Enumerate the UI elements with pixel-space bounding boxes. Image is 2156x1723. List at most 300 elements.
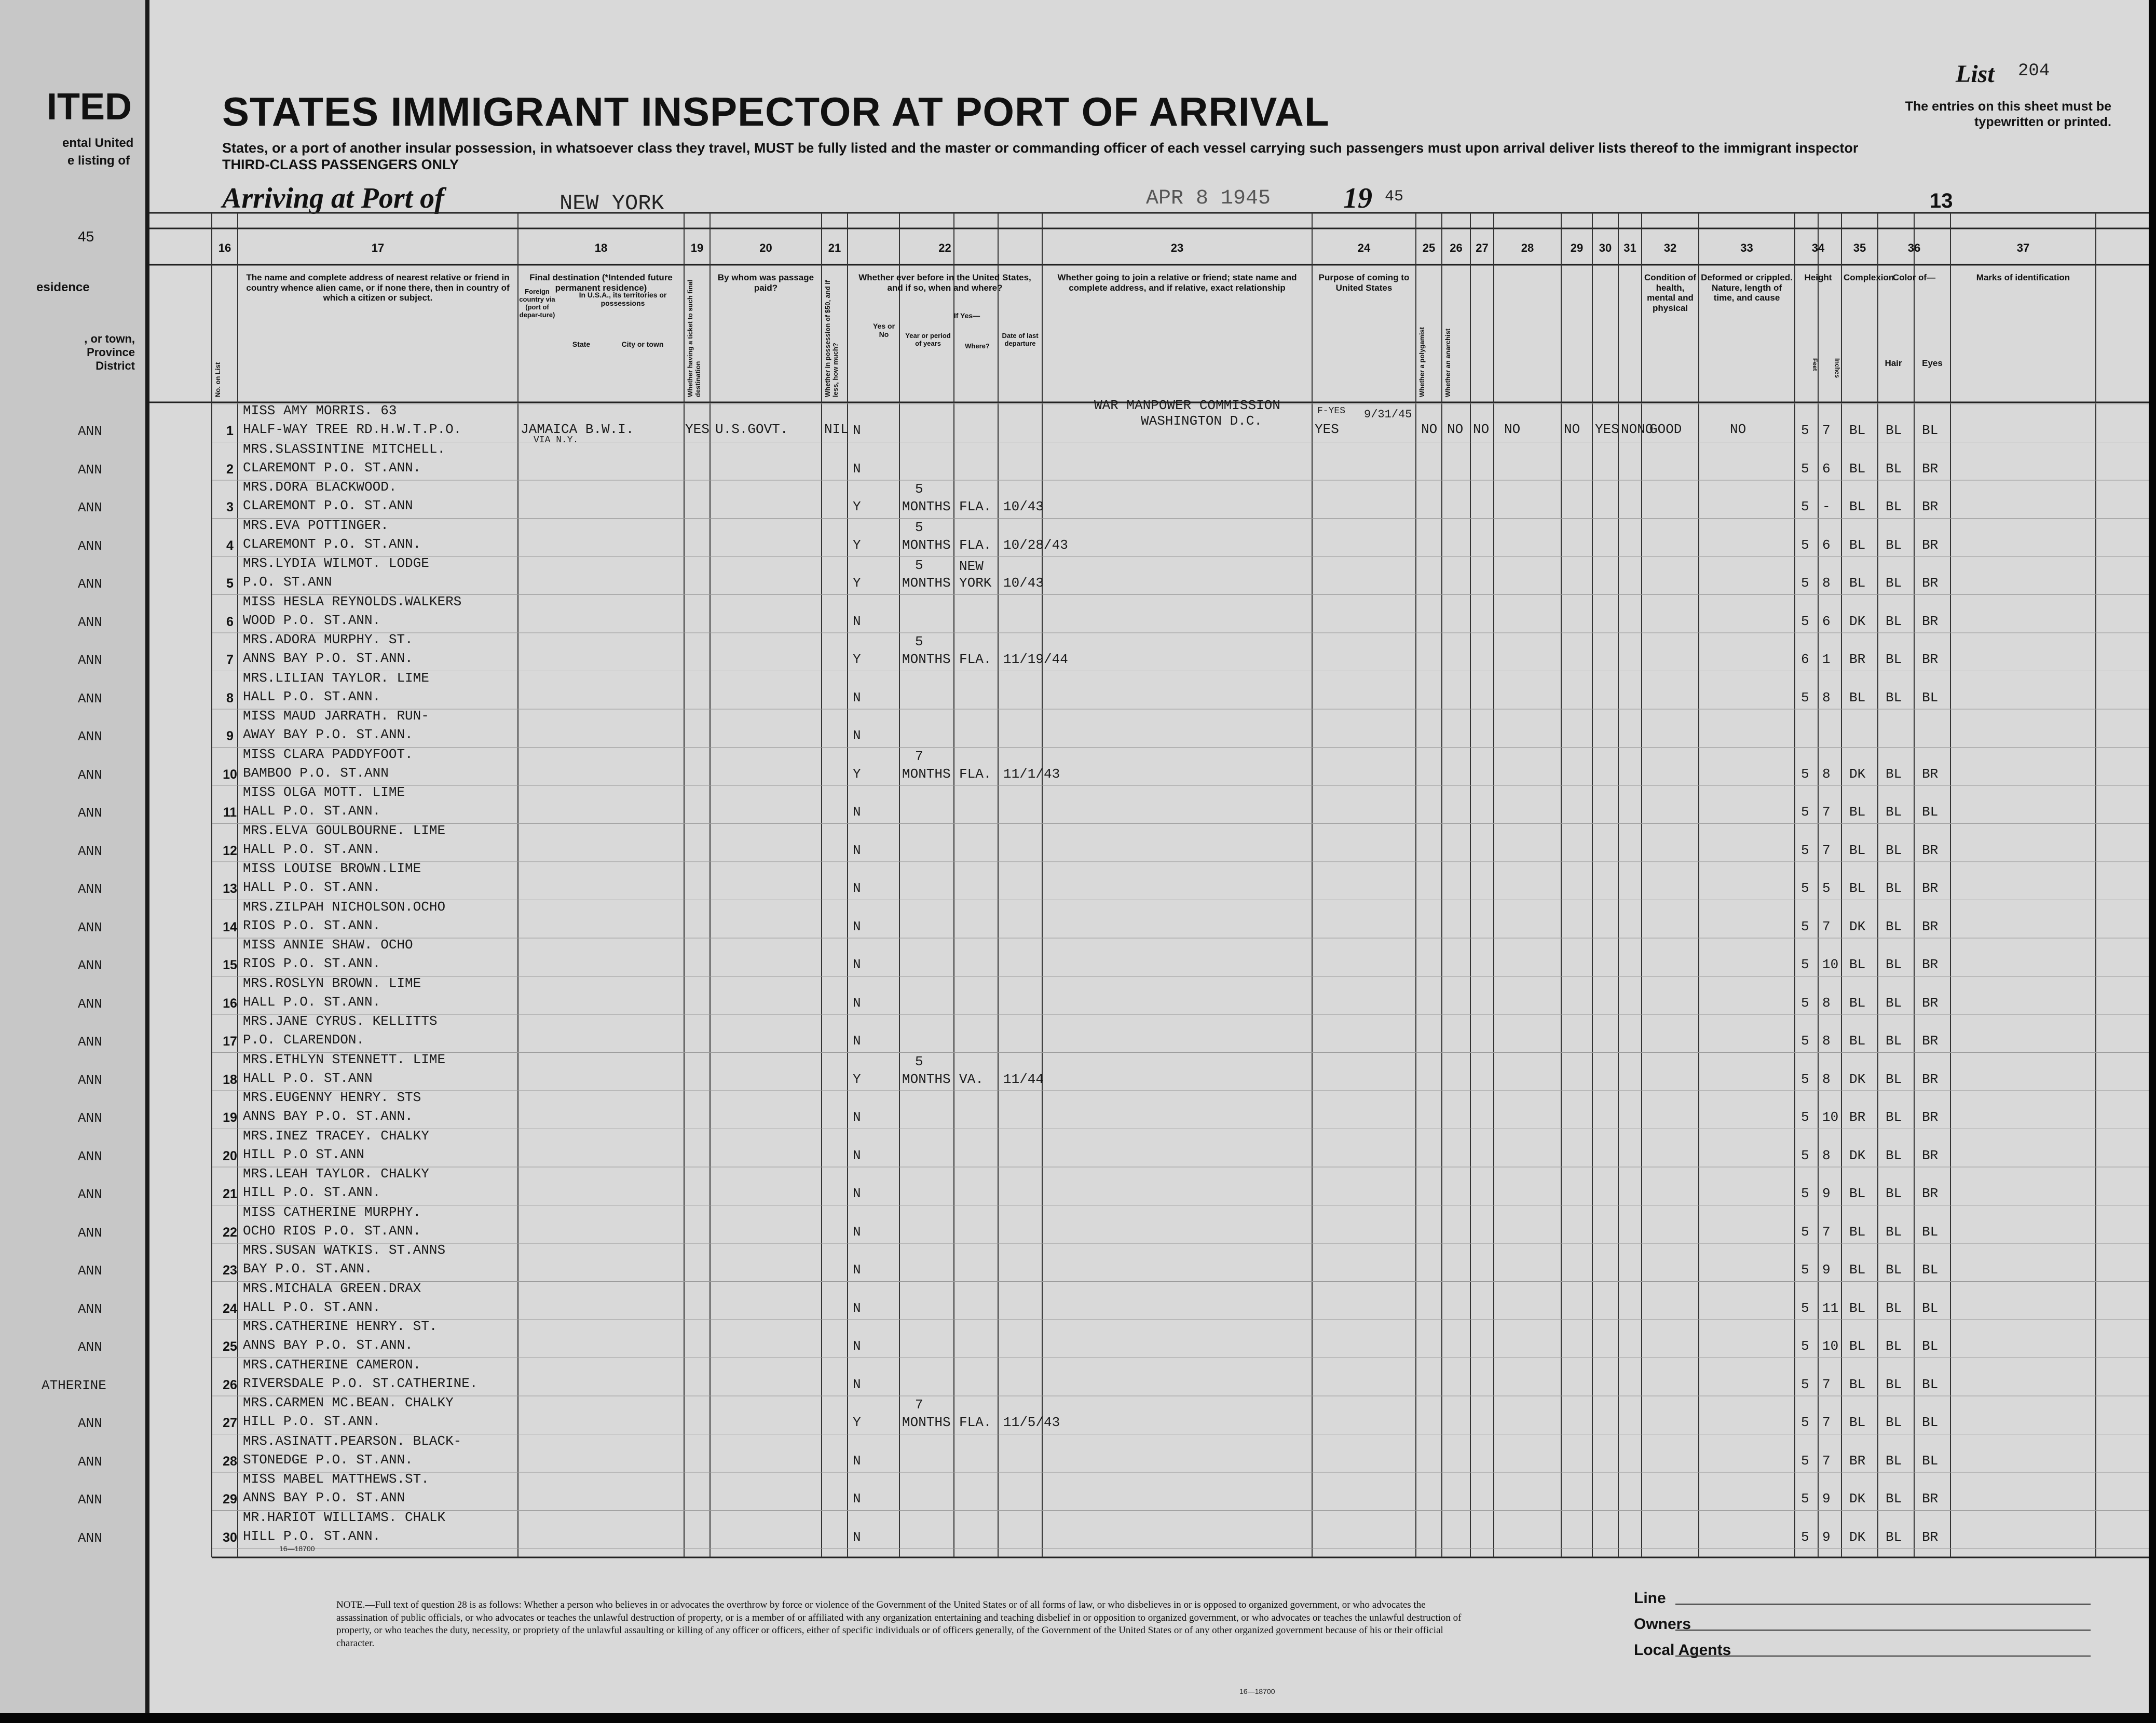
- height-inches: 9: [1822, 1186, 1831, 1201]
- column-number: 31: [1623, 241, 1636, 254]
- relative-address: BAY P.O. ST.ANN.: [243, 1261, 373, 1277]
- hair-color: BL: [1886, 1453, 1902, 1469]
- left-row-value: ANN: [78, 1416, 102, 1431]
- column-header: Color of—: [1892, 273, 1936, 282]
- hair-color: BL: [1886, 423, 1902, 438]
- relative-name: MRS.DORA BLACKWOOD.: [243, 479, 397, 495]
- height-inches: 5: [1822, 880, 1831, 896]
- column-header: Whether ever before in the United States, and if so, when and where?: [858, 273, 1031, 293]
- ticket-value: YES: [685, 422, 709, 437]
- passage-paid-by: U.S.GOVT.: [715, 422, 788, 437]
- row-number: 8: [226, 690, 234, 706]
- left-row-value: ANN: [78, 614, 102, 630]
- last-departure-date: 11/1/43: [1003, 766, 1060, 782]
- complexion-value: BL: [1849, 1186, 1866, 1201]
- height-feet: 6: [1801, 652, 1809, 667]
- eye-color: BR: [1922, 1147, 1939, 1163]
- hair-color: BL: [1886, 880, 1902, 896]
- height-inches: 10: [1822, 1338, 1839, 1354]
- destination-via: VIA N.Y.: [534, 435, 579, 445]
- before-in-us: N: [853, 613, 861, 629]
- subhdr-state: State: [572, 340, 591, 348]
- height-feet: 5: [1801, 1529, 1809, 1545]
- height-feet: 5: [1801, 575, 1809, 591]
- complexion-value: BL: [1849, 842, 1866, 858]
- complexion-value: BL: [1849, 499, 1866, 514]
- date-stamp: APR 8 1945: [1146, 187, 1271, 210]
- column-header: Height: [1804, 273, 1832, 282]
- complexion-value: BL: [1849, 537, 1866, 553]
- height-inches: 8: [1822, 1033, 1831, 1049]
- stay-value: 9/31/45: [1364, 408, 1412, 421]
- column-header: Final destination (*Intended future permanent residence): [529, 273, 673, 293]
- relative-address: STONEDGE P.O. ST.ANN.: [243, 1451, 413, 1468]
- period-unit: MONTHS: [902, 766, 951, 782]
- height-inches: 6: [1822, 460, 1831, 477]
- complexion-value: BL: [1849, 957, 1866, 972]
- hair-color: BL: [1886, 460, 1902, 477]
- hair-color: BL: [1886, 1491, 1902, 1507]
- hair-color: BL: [1886, 842, 1902, 858]
- row-number: 24: [223, 1301, 237, 1316]
- eye-color: BL: [1922, 804, 1939, 820]
- eye-color: BL: [1922, 1262, 1939, 1278]
- hair-color: BL: [1886, 1071, 1902, 1087]
- eye-color: BR: [1922, 499, 1939, 514]
- hair-color: BL: [1886, 689, 1902, 706]
- signature-lines: [1675, 1589, 2101, 1661]
- row-number: 11: [223, 805, 237, 820]
- relative-address: ANNS BAY P.O. ST.ANN: [243, 1490, 405, 1505]
- complexion-value: BR: [1849, 1453, 1866, 1469]
- left-row-value: ANN: [78, 1263, 102, 1279]
- eye-color: BL: [1922, 689, 1939, 706]
- height-feet: 5: [1801, 613, 1809, 629]
- relative-name: MRS.LYDIA WILMOT. LODGE: [243, 555, 429, 571]
- row-number: 19: [223, 1110, 237, 1125]
- previous-place: NEW: [959, 559, 984, 574]
- year-value: 45: [1385, 188, 1404, 206]
- column-header: No. on List: [214, 362, 222, 397]
- left-line1: ental United: [62, 136, 134, 150]
- complexion-value: BL: [1849, 804, 1866, 820]
- eye-color: BR: [1922, 1109, 1939, 1125]
- relative-address: RIVERSDALE P.O. ST.CATHERINE.: [243, 1375, 478, 1391]
- left-row-value: ANN: [78, 767, 102, 783]
- complexion-value: BL: [1849, 575, 1866, 591]
- period-unit: MONTHS: [902, 652, 951, 667]
- left-year: 45: [78, 228, 94, 245]
- left-row-value: ANN: [78, 805, 102, 821]
- height-feet: 5: [1801, 995, 1809, 1011]
- height-inches: 8: [1822, 1147, 1831, 1163]
- before-in-us: N: [853, 1186, 861, 1201]
- column-number: 20: [759, 241, 772, 254]
- relative-address: HILL P.O ST.ANN: [243, 1146, 365, 1162]
- height-feet: 5: [1801, 1147, 1809, 1163]
- complexion-value: DK: [1849, 613, 1866, 629]
- before-in-us: N: [853, 1529, 861, 1545]
- column-number: 32: [1663, 241, 1677, 254]
- col30-value: YES: [1595, 422, 1619, 437]
- row-number: 14: [223, 919, 237, 934]
- relative-name: MRS.INEZ TRACEY. CHALKY: [243, 1128, 429, 1144]
- row-number: 30: [223, 1530, 237, 1545]
- relative-address: HALF-WAY TREE RD.H.W.T.P.O.: [243, 422, 462, 437]
- relative-name: MISS ANNIE SHAW. OCHO: [243, 937, 413, 953]
- before-in-us: N: [853, 1033, 861, 1049]
- eye-color: BR: [1922, 766, 1939, 782]
- health-value: GOOD: [1649, 422, 1682, 437]
- height-feet: 5: [1801, 918, 1809, 934]
- height-inches: 11: [1822, 1300, 1839, 1316]
- complexion-value: BL: [1849, 880, 1866, 896]
- subhdr-inches: Inches: [1834, 358, 1841, 378]
- last-departure-date: 10/43: [1003, 499, 1044, 514]
- before-in-us: N: [853, 689, 861, 706]
- height-inches: 7: [1822, 1453, 1831, 1469]
- eye-color: BR: [1922, 652, 1939, 667]
- hair-color: BL: [1886, 1224, 1902, 1240]
- row-number: 22: [223, 1225, 237, 1240]
- complexion-value: BL: [1849, 460, 1866, 477]
- page-number: 13: [1930, 189, 1953, 212]
- height-feet: 5: [1801, 842, 1809, 858]
- complexion-value: BL: [1849, 689, 1866, 706]
- hair-color: BL: [1886, 957, 1902, 972]
- column-number: 27: [1476, 241, 1489, 254]
- column-number: 23: [1170, 241, 1184, 254]
- left-row-value: ANN: [78, 881, 102, 897]
- complexion-value: BL: [1849, 1376, 1866, 1392]
- col28-value: NO: [1504, 422, 1521, 437]
- last-departure-date: 10/28/43: [1003, 537, 1068, 553]
- eye-color: BR: [1922, 918, 1939, 934]
- height-feet: 5: [1801, 1262, 1809, 1278]
- height-feet: 5: [1801, 766, 1809, 782]
- height-inches: 8: [1822, 995, 1831, 1011]
- height-inches: 7: [1822, 1415, 1831, 1430]
- height-feet: 5: [1801, 499, 1809, 514]
- eye-color: BL: [1922, 1224, 1939, 1240]
- before-in-us: N: [853, 1376, 861, 1392]
- hair-color: BL: [1886, 1338, 1902, 1354]
- hair-color: BL: [1886, 499, 1902, 514]
- eye-color: BR: [1922, 1491, 1939, 1507]
- left-row-value: ANN: [78, 1454, 102, 1470]
- height-inches: 6: [1822, 537, 1831, 553]
- left-row-value: ANN: [78, 1492, 102, 1508]
- eye-color: BL: [1922, 1415, 1939, 1430]
- height-inches: 7: [1822, 842, 1831, 858]
- polygamist-value: NO: [1421, 422, 1438, 437]
- row-number: 17: [223, 1034, 237, 1049]
- height-feet: 5: [1801, 1224, 1809, 1240]
- left-row-value: ANN: [78, 843, 102, 859]
- relative-address: BAMBOO P.O. ST.ANN: [243, 765, 389, 781]
- left-row-value: ANN: [78, 996, 102, 1012]
- hair-color: BL: [1886, 1376, 1902, 1392]
- period-number: 5: [915, 634, 923, 649]
- column-number: 35: [1853, 241, 1866, 254]
- complexion-value: DK: [1849, 1147, 1866, 1163]
- column-header: Whether having a ticket to such final destination: [686, 279, 702, 397]
- relative-name: MRS.ROSLYN BROWN. LIME: [243, 975, 421, 991]
- relative-address: RIOS P.O. ST.ANN.: [243, 956, 381, 971]
- left-residence: esidence: [36, 280, 90, 294]
- subhdr-foreign: Foreign country via (port of depar-ture): [519, 288, 555, 319]
- before-in-us: N: [853, 1262, 861, 1278]
- relative-address: HALL P.O. ST.ANN: [243, 1070, 373, 1086]
- subhdr-yes-no: Yes or No: [872, 322, 895, 339]
- column-number: 30: [1599, 241, 1612, 254]
- height-feet: 5: [1801, 537, 1809, 553]
- left-town-header: , or town, Province District: [84, 332, 135, 372]
- relative-name: MRS.SLASSINTINE MITCHELL.: [243, 441, 446, 457]
- column-number: 19: [690, 241, 704, 254]
- column-header: Whether going to join a relative or friend; state name and complete address, and if relative, exact relationship: [1057, 273, 1297, 293]
- height-feet: 5: [1801, 460, 1809, 477]
- left-row-value: ANN: [78, 1110, 102, 1126]
- height-inches: 8: [1822, 689, 1831, 706]
- before-in-us: Y: [853, 652, 861, 667]
- typed-note: The entries on this sheet must be typewritten or printed.: [1905, 99, 2111, 129]
- before-in-us: N: [853, 842, 861, 858]
- relative-name: MRS.SUSAN WATKIS. ST.ANNS: [243, 1242, 446, 1258]
- form-number-2: 16—18700: [1239, 1687, 1275, 1695]
- row-number: 10: [223, 767, 237, 782]
- row-number: 6: [226, 614, 234, 629]
- before-in-us: Y: [853, 575, 861, 591]
- hair-color: BL: [1886, 1147, 1902, 1163]
- column-header: Purpose of coming to United States: [1318, 273, 1410, 293]
- row-number: 1: [226, 424, 234, 438]
- eye-color: BR: [1922, 613, 1939, 629]
- eye-color: BR: [1922, 880, 1939, 896]
- column-number: 18: [594, 241, 608, 254]
- period-unit: MONTHS: [902, 499, 951, 514]
- left-row-value: ANN: [78, 462, 102, 478]
- height-inches: 8: [1822, 766, 1831, 782]
- complexion-value: BL: [1849, 1224, 1866, 1240]
- column-header: By whom was passage paid?: [717, 273, 814, 293]
- row-number: 13: [223, 881, 237, 896]
- column-header: Condition of health, mental and physical: [1644, 273, 1697, 313]
- relative-address: HALL P.O. ST.ANN.: [243, 879, 381, 895]
- period-unit: MONTHS: [902, 537, 951, 553]
- height-feet: 5: [1801, 689, 1809, 706]
- port-value: NEW YORK: [560, 191, 664, 216]
- previous-place-2: YORK: [959, 575, 992, 591]
- relative-name: MRS.EUGENNY HENRY. STS: [243, 1090, 421, 1105]
- hair-color: BL: [1886, 1186, 1902, 1201]
- previous-place: VA.: [959, 1071, 984, 1087]
- column-number: 29: [1570, 241, 1584, 254]
- relative-name: MISS OLGA MOTT. LIME: [243, 784, 405, 800]
- eye-color: BL: [1922, 1338, 1939, 1354]
- eye-color: BR: [1922, 842, 1939, 858]
- before-in-us: N: [853, 1109, 861, 1125]
- column-header: Whether in possession of $50, and if less, how much?: [824, 280, 839, 397]
- before-in-us: N: [853, 880, 861, 896]
- left-row-value: ANN: [78, 500, 102, 515]
- before-in-us: N: [853, 460, 861, 477]
- previous-place: FLA.: [959, 652, 992, 667]
- row-number: 15: [223, 958, 237, 972]
- row-number: 2: [226, 462, 234, 477]
- column-number: 16: [218, 241, 231, 254]
- arriving-label: Arriving at Port of: [222, 182, 444, 214]
- col29-value: NO: [1564, 422, 1580, 437]
- complexion-value: BL: [1849, 1415, 1866, 1430]
- hair-color: BL: [1886, 1300, 1902, 1316]
- before-in-us: N: [853, 918, 861, 934]
- footnote-q28: NOTE.—Full text of question 28 is as follows: Whether a person who believes in or advocates the overthrow by force or violence of the Government of the United States or of all forms of law, or who disbelieves in or is opposed to organized government, or who advocates the assassination of public officials, or who advocates or teaches the unlawful destruction of property, or is a member of or affiliated with any organization entertaining and teaching disbelief in or opposition to organized government, or who advocates or teaches the unlawful destruction of property, or who teaches the duty, necessity, or propriety of the unlawful assaulting or killing of any officer or officers, either of specific individuals or of officers generally, of the Government of the United States or of any other organized government because of his or their official character.: [336, 1599, 1462, 1649]
- before-in-us: N: [853, 1453, 861, 1469]
- row-number: 25: [223, 1339, 237, 1354]
- column-header: Whether a polygamist: [1418, 327, 1426, 397]
- row-number: 27: [223, 1416, 237, 1430]
- period-unit: MONTHS: [902, 575, 951, 591]
- relative-name: MRS.ELVA GOULBOURNE. LIME: [243, 822, 446, 838]
- subhdr-where: Where?: [965, 342, 990, 350]
- relative-address: CLAREMONT P.O. ST.ANN.: [243, 536, 421, 552]
- period-number: 7: [915, 1397, 923, 1413]
- column-number: 25: [1422, 241, 1436, 254]
- row-number: 3: [226, 500, 234, 514]
- complexion-value: BL: [1849, 423, 1866, 438]
- left-row-value: ANN: [78, 1339, 102, 1355]
- relative-address: HALL P.O. ST.ANN.: [243, 803, 381, 819]
- height-inches: 9: [1822, 1529, 1831, 1545]
- period-number: 5: [915, 481, 923, 497]
- before-in-us: Y: [853, 499, 861, 514]
- hair-color: BL: [1886, 613, 1902, 629]
- col31-value: NONO: [1621, 422, 1654, 437]
- height-feet: 5: [1801, 804, 1809, 820]
- eye-color: BR: [1922, 1529, 1939, 1545]
- hair-color: BL: [1886, 537, 1902, 553]
- height-inches: 7: [1822, 918, 1831, 934]
- relative-address: ANNS BAY P.O. ST.ANN.: [243, 650, 413, 666]
- subhdr-if-yes: If Yes—: [953, 311, 980, 320]
- before-in-us: Y: [853, 1071, 861, 1087]
- joining-address: WASHINGTON D.C.: [1141, 413, 1263, 429]
- complexion-value: BL: [1849, 1262, 1866, 1278]
- before-in-us: Y: [853, 537, 861, 553]
- left-row-value: ANN: [78, 576, 102, 592]
- relative-name: MRS.MICHALA GREEN.DRAX: [243, 1280, 421, 1296]
- complexion-value: BL: [1849, 1033, 1866, 1049]
- relative-name: MISS AMY MORRIS. 63: [243, 403, 397, 418]
- before-in-us: N: [853, 957, 861, 972]
- before-in-us: N: [853, 1491, 861, 1507]
- purpose-value-2: YES: [1315, 422, 1339, 437]
- joining-relative: WAR MANPOWER COMMISSION: [1094, 398, 1280, 413]
- last-departure-date: 11/5/43: [1003, 1415, 1060, 1430]
- left-page-fragment: [0, 0, 149, 1713]
- eye-color: BL: [1922, 1300, 1939, 1316]
- left-row-value: ANN: [78, 653, 102, 668]
- height-inches: 7: [1822, 804, 1831, 820]
- height-inches: 1: [1822, 652, 1831, 667]
- left-row-value: ANN: [78, 1187, 102, 1202]
- before-in-us: N: [853, 1300, 861, 1316]
- relative-name: MRS.ZILPAH NICHOLSON.OCHO: [243, 899, 446, 915]
- page-title: STATES IMMIGRANT INSPECTOR AT PORT OF ARRIVAL: [222, 89, 1330, 134]
- year-label: 19: [1343, 182, 1372, 214]
- left-row-value: ANN: [78, 1148, 102, 1164]
- col27-value: NO: [1473, 422, 1490, 437]
- row-number: 18: [223, 1072, 237, 1087]
- complexion-value: BR: [1849, 652, 1866, 667]
- list-number: 204: [2018, 61, 2050, 81]
- relative-name: MISS CATHERINE MURPHY.: [243, 1204, 421, 1220]
- eye-color: BR: [1922, 1186, 1939, 1201]
- left-row-value: ANN: [78, 538, 102, 554]
- left-row-value: ANN: [78, 919, 102, 935]
- complexion-value: BL: [1849, 995, 1866, 1011]
- height-inches: 9: [1822, 1262, 1831, 1278]
- column-header: Deformed or crippled. Nature, length of time, and cause: [1701, 273, 1793, 303]
- row-number: 23: [223, 1263, 237, 1278]
- final-destination: JAMAICA B.W.I.: [521, 422, 634, 437]
- left-row-value: ANN: [78, 1225, 102, 1241]
- row-number: 9: [226, 729, 234, 743]
- height-inches: 6: [1822, 613, 1831, 629]
- height-feet: 5: [1801, 1071, 1809, 1087]
- deformed-value: NO: [1730, 422, 1746, 437]
- height-inches: -: [1822, 499, 1831, 514]
- column-number: 28: [1521, 241, 1534, 254]
- left-line2: e listing of: [67, 154, 130, 168]
- relative-address: HALL P.O. ST.ANN.: [243, 994, 381, 1010]
- relative-name: MRS.CATHERINE HENRY. ST.: [243, 1319, 438, 1334]
- eye-color: BL: [1922, 423, 1939, 438]
- row-number: 29: [223, 1492, 237, 1507]
- height-inches: 7: [1822, 1376, 1831, 1392]
- column-header: Whether an anarchist: [1444, 328, 1452, 397]
- complexion-value: BL: [1849, 1338, 1866, 1354]
- relative-name: MISS MABEL MATTHEWS.ST.: [243, 1471, 429, 1487]
- list-label: List: [1956, 60, 1995, 88]
- last-departure-date: 10/43: [1003, 575, 1044, 591]
- height-feet: 5: [1801, 1300, 1809, 1316]
- height-feet: 5: [1801, 1453, 1809, 1469]
- left-row-value: ANN: [78, 1530, 102, 1546]
- anarchist-value: NO: [1447, 422, 1464, 437]
- main-page: [149, 0, 2149, 1713]
- row-number: 28: [223, 1454, 237, 1469]
- relative-name: MRS.JANE CYRUS. KELLITTS: [243, 1013, 438, 1029]
- period-unit: MONTHS: [902, 1415, 951, 1430]
- left-row-value: ANN: [78, 729, 102, 744]
- relative-name: MRS.CARMEN MC.BEAN. CHALKY: [243, 1395, 454, 1410]
- height-feet: 5: [1801, 1376, 1809, 1392]
- column-number: 21: [828, 241, 841, 254]
- column-number: 26: [1450, 241, 1463, 254]
- relative-name: MRS.ADORA MURPHY. ST.: [243, 632, 413, 647]
- before-in-us: N: [853, 995, 861, 1011]
- relative-address: RIOS P.O. ST.ANN.: [243, 917, 381, 933]
- subhdr-last-departure: Date of last departure: [1002, 332, 1039, 347]
- left-row-value: ANN: [78, 1034, 102, 1050]
- eye-color: BL: [1922, 1376, 1939, 1392]
- height-feet: 5: [1801, 1415, 1809, 1430]
- relative-address: CLAREMONT P.O. ST.ANN.: [243, 459, 421, 476]
- third-class-note: THIRD-CLASS PASSENGERS ONLY: [222, 157, 459, 172]
- height-inches: 10: [1822, 1109, 1839, 1125]
